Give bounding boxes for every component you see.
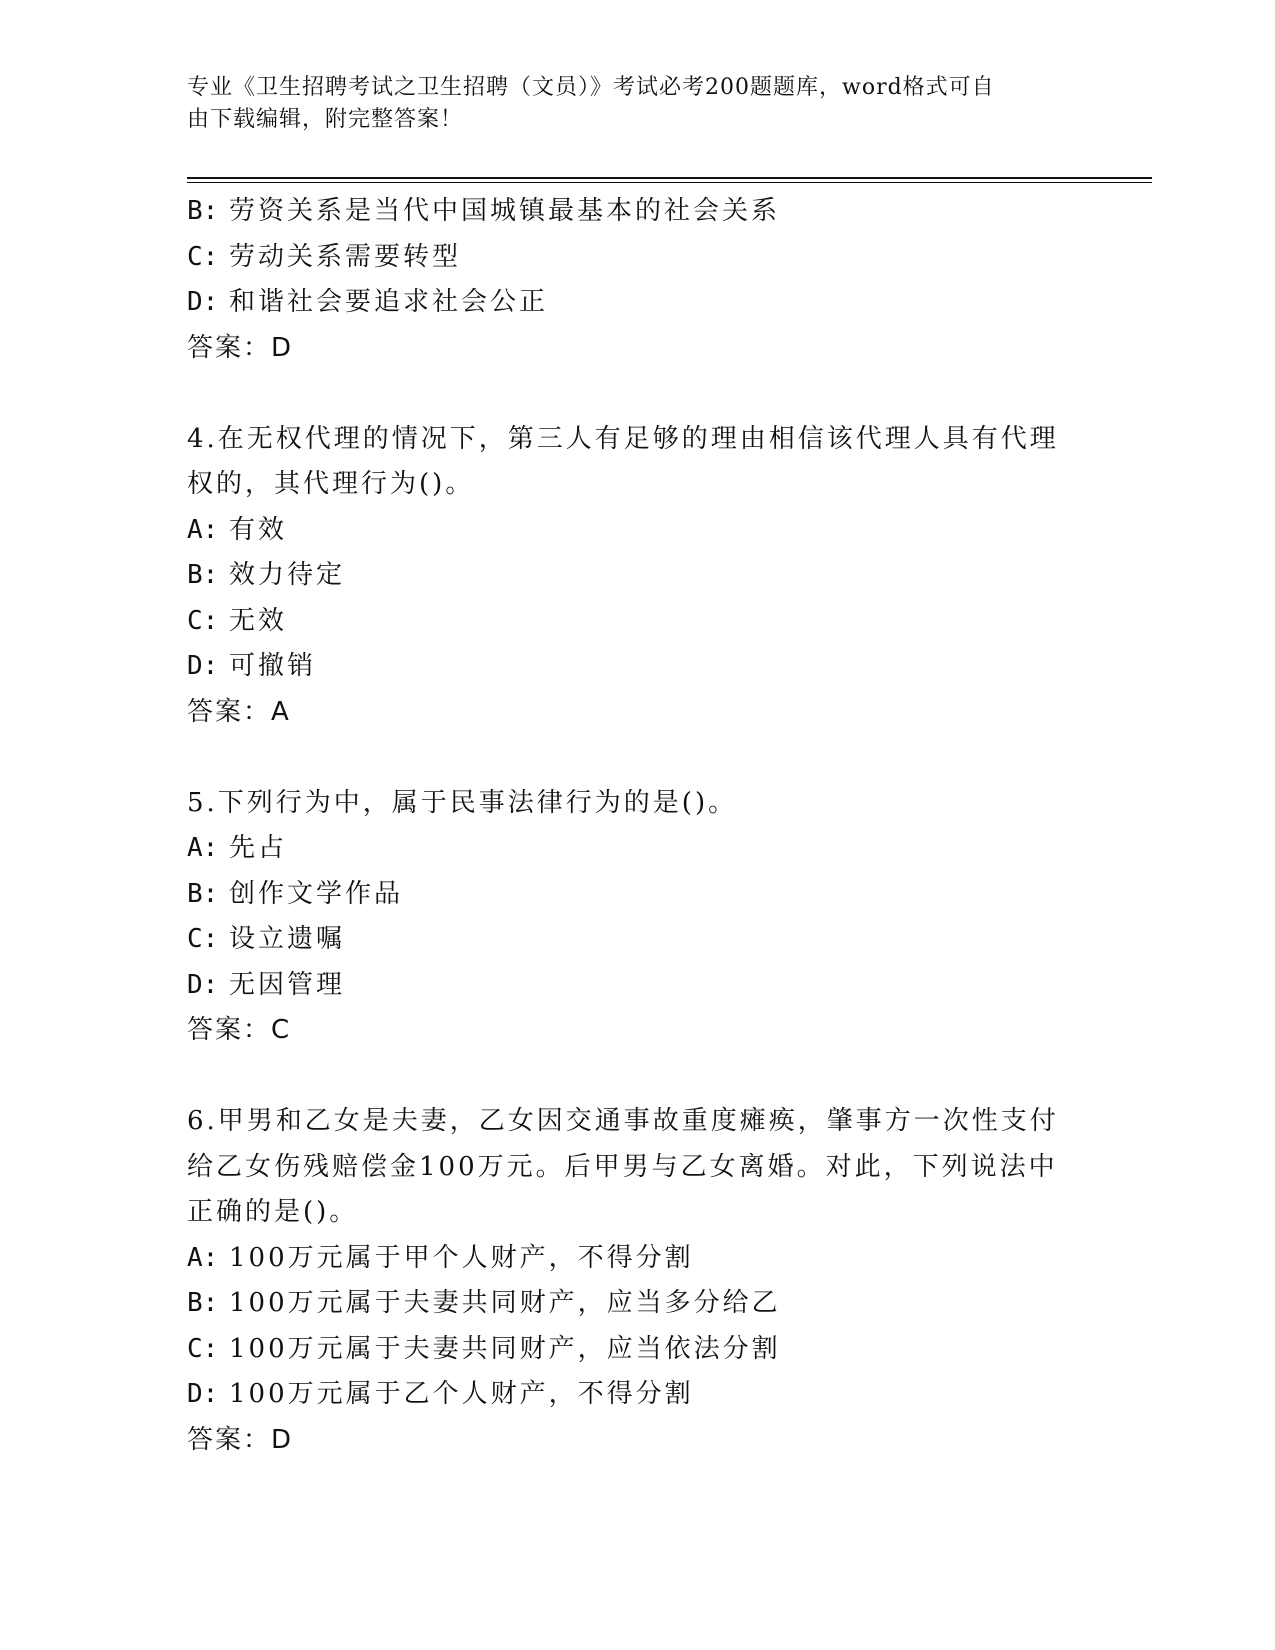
option-key: C: bbox=[187, 241, 219, 272]
option-a bbox=[187, 1236, 1067, 1282]
answer-line: 答案：D bbox=[187, 332, 294, 363]
question-3 bbox=[187, 189, 1067, 371]
question-stem: 权的，其代理行为()。 bbox=[187, 469, 475, 499]
option-key: C: bbox=[187, 1333, 219, 1364]
option-b bbox=[187, 1281, 1067, 1327]
question-6 bbox=[187, 1099, 1067, 1463]
header-rule-thin bbox=[187, 182, 1152, 183]
option-text: 可撤销 bbox=[229, 651, 317, 681]
option-c bbox=[187, 235, 1067, 281]
option-text: 劳动关系需要转型 bbox=[229, 241, 462, 272]
document-header bbox=[187, 72, 1067, 136]
option-key: B: bbox=[187, 196, 219, 226]
option-key: A: bbox=[187, 833, 219, 863]
option-key: B: bbox=[187, 878, 219, 909]
option-text: 效力待定 bbox=[229, 560, 346, 590]
option-b bbox=[187, 189, 1067, 235]
question-5 bbox=[187, 781, 1067, 1054]
option-a bbox=[187, 826, 1067, 872]
option-text: 100万元属于夫妻共同财产，应当多分给乙 bbox=[229, 1288, 781, 1318]
option-b bbox=[187, 553, 1067, 599]
option-text: 和谐社会要追求社会公正 bbox=[229, 287, 549, 317]
option-text: 有效 bbox=[229, 514, 288, 545]
option-text: 设立遗嘱 bbox=[229, 924, 346, 954]
option-c bbox=[187, 599, 1067, 645]
option-text: 100万元属于夫妻共同财产，应当依法分割 bbox=[229, 1333, 781, 1364]
question-stem: 6.甲男和乙女是夫妻，乙女因交通事故重度瘫痪，肇事方一次性支付 bbox=[187, 1106, 1059, 1136]
option-key: D: bbox=[187, 287, 219, 317]
answer-line: 答案：C bbox=[187, 1015, 292, 1045]
question-stem: 给乙女伤残赔偿金100万元。后甲男与乙女离婚。对此，下列说法中 bbox=[187, 1151, 1058, 1182]
option-key: C: bbox=[187, 605, 219, 636]
option-d bbox=[187, 644, 1067, 690]
option-text: 100万元属于乙个人财产，不得分割 bbox=[229, 1379, 694, 1409]
option-d bbox=[187, 280, 1067, 326]
option-text: 创作文学作品 bbox=[229, 878, 404, 909]
question-4 bbox=[187, 417, 1067, 736]
answer-line: 答案：A bbox=[187, 696, 291, 727]
option-d bbox=[187, 963, 1067, 1009]
spacer bbox=[187, 735, 1067, 781]
header-line-1: 专业《卫生招聘考试之卫生招聘（文员）》考试必考200题题库，word格式可自 bbox=[187, 75, 995, 100]
option-text: 劳资关系是当代中国城镇最基本的社会关系 bbox=[229, 196, 781, 226]
option-text: 先占 bbox=[229, 833, 288, 863]
option-d bbox=[187, 1372, 1067, 1418]
option-key: D: bbox=[187, 969, 219, 1000]
answer-line: 答案：D bbox=[187, 1424, 294, 1455]
option-key: A: bbox=[187, 1242, 219, 1273]
option-text: 100万元属于甲个人财产，不得分割 bbox=[229, 1242, 694, 1273]
option-key: B: bbox=[187, 1288, 219, 1318]
option-c bbox=[187, 1327, 1067, 1373]
option-key: C: bbox=[187, 924, 219, 954]
option-text: 无因管理 bbox=[229, 969, 346, 1000]
option-b bbox=[187, 872, 1067, 918]
spacer bbox=[187, 371, 1067, 417]
question-list bbox=[187, 189, 1067, 1463]
option-key: D: bbox=[187, 1379, 219, 1409]
question-stem: 正确的是()。 bbox=[187, 1197, 359, 1227]
option-a bbox=[187, 508, 1067, 554]
option-key: B: bbox=[187, 560, 219, 590]
option-key: D: bbox=[187, 651, 219, 681]
question-stem: 5.下列行为中，属于民事法律行为的是()。 bbox=[187, 787, 738, 818]
header-line-2: 由下载编辑，附完整答案！ bbox=[187, 107, 464, 132]
option-c bbox=[187, 917, 1067, 963]
option-text: 无效 bbox=[229, 605, 288, 636]
header-rule-thick bbox=[187, 177, 1152, 179]
spacer bbox=[187, 1054, 1067, 1100]
question-stem: 4.在无权代理的情况下，第三人有足够的理由相信该代理人具有代理 bbox=[187, 423, 1059, 454]
option-key: A: bbox=[187, 514, 219, 545]
